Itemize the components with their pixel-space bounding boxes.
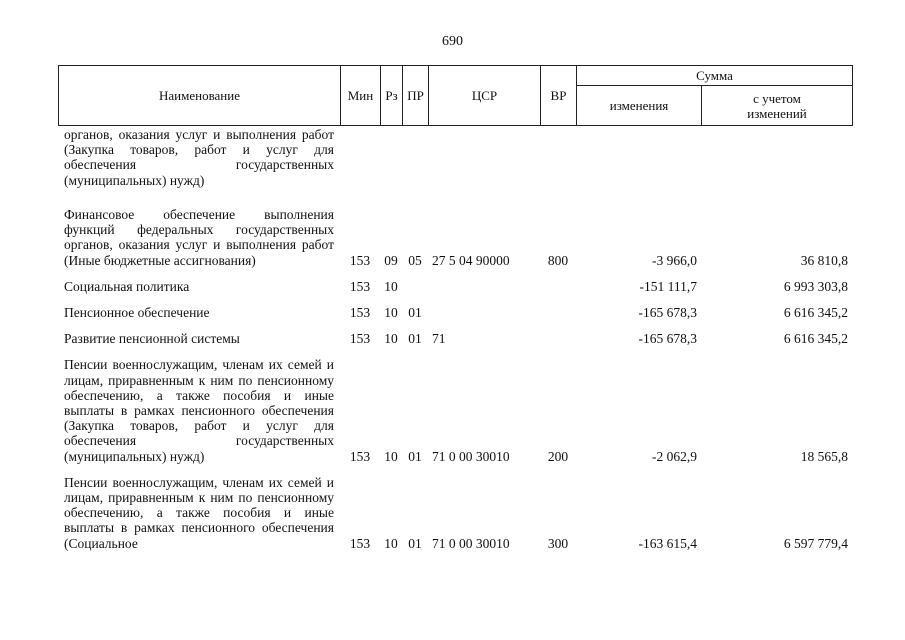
row-rz: 10 [384, 278, 398, 294]
row-min: 153 [349, 331, 371, 347]
table-row [58, 464, 852, 551]
table-row [58, 320, 852, 346]
row-pr: 01 [408, 448, 422, 464]
row-name: Развитие пенсионной системы [64, 331, 240, 347]
table-row [58, 346, 852, 463]
row-rz: 10 [384, 448, 398, 464]
row-total: 6 993 303,8 [783, 278, 848, 294]
row-pr: 01 [408, 305, 422, 321]
row-change: -3 966,0 [652, 252, 697, 268]
table-row [58, 268, 852, 294]
header-summa: Сумма [577, 66, 853, 86]
row-rz: 09 [384, 252, 398, 268]
table-body [58, 127, 852, 551]
header-rz: Рз [381, 66, 403, 126]
row-change [576, 127, 701, 188]
row-min [340, 127, 380, 188]
header-csr: ЦСР [429, 66, 541, 126]
row-change: -151 111,7 [639, 278, 697, 294]
row-vr: 300 [547, 535, 569, 551]
row-change: -165 678,3 [638, 331, 697, 347]
row-csr [428, 294, 540, 320]
row-total: 6 616 345,2 [783, 331, 848, 347]
row-name: Социальная политика [64, 278, 190, 294]
header-with-change: с учетом изменений [702, 86, 853, 126]
row-pr [402, 268, 428, 294]
row-csr: 71 0 00 30010 [432, 535, 510, 551]
row-name: органов, оказания услуг и выполнения работ (Закупка товаров, работ и услуг для обеспечения государственных (муниципальных) нужд) [64, 127, 334, 188]
row-name: Пенсии военнослужащим, членам их семей и лицам, приравненным к ним по пенсионному обеспечению, а также пособия и иные выплаты в рамках пенсионного обеспечения (Закупка товаров, работ и услуг для обеспечения государственных (муниципальных) нужд) [64, 357, 334, 464]
row-csr: 27 5 04 90000 [432, 252, 510, 268]
row-csr: 71 0 00 30010 [432, 448, 510, 464]
row-rz: 10 [384, 331, 398, 347]
row-total: 36 810,8 [800, 252, 848, 268]
row-name: Пенсии военнослужащим, членам их семей и лицам, приравненным к ним по пенсионному обеспечению, а также пособия и иные выплаты в рамках пенсионного обеспечения (Социальное [64, 474, 334, 551]
row-min: 153 [349, 448, 371, 464]
header-change: изменения [577, 86, 702, 126]
row-pr: 05 [408, 252, 422, 268]
row-vr: 200 [547, 448, 569, 464]
row-pr: 01 [408, 535, 422, 551]
row-vr: 800 [547, 252, 569, 268]
row-min: 153 [349, 305, 371, 321]
row-total: 6 597 779,4 [783, 535, 848, 551]
row-change: -163 615,4 [638, 535, 697, 551]
row-vr [540, 294, 576, 320]
row-pr [402, 127, 428, 188]
row-csr [428, 268, 540, 294]
table-row [58, 188, 852, 268]
table-header [58, 65, 853, 126]
row-csr: 71 [432, 331, 446, 347]
header-min: Мин [341, 66, 381, 126]
header-vr: ВР [541, 66, 577, 126]
row-rz: 10 [384, 535, 398, 551]
row-vr [540, 320, 576, 346]
header-name: Наименование [59, 66, 341, 126]
header-pr: ПР [403, 66, 429, 126]
row-name: Финансовое обеспечение выполнения функций федеральных государственных органов, оказания услуг и выполнения работ (Иные бюджетные ассигнования) [64, 207, 334, 268]
row-min: 153 [349, 278, 371, 294]
row-change: -165 678,3 [638, 305, 697, 321]
table-row [58, 294, 852, 320]
row-rz [380, 127, 402, 188]
row-name: Пенсионное обеспечение [64, 305, 210, 321]
table-row [58, 127, 852, 188]
page-number: 690 [442, 34, 463, 49]
row-pr: 01 [408, 331, 422, 347]
row-min: 153 [349, 252, 371, 268]
row-vr [540, 127, 576, 188]
row-vr [540, 268, 576, 294]
row-rz: 10 [384, 305, 398, 321]
row-total: 6 616 345,2 [783, 305, 848, 321]
row-min: 153 [349, 535, 371, 551]
row-change: -2 062,9 [652, 448, 697, 464]
row-total: 18 565,8 [800, 448, 848, 464]
row-total [701, 127, 852, 188]
row-csr [428, 127, 540, 188]
